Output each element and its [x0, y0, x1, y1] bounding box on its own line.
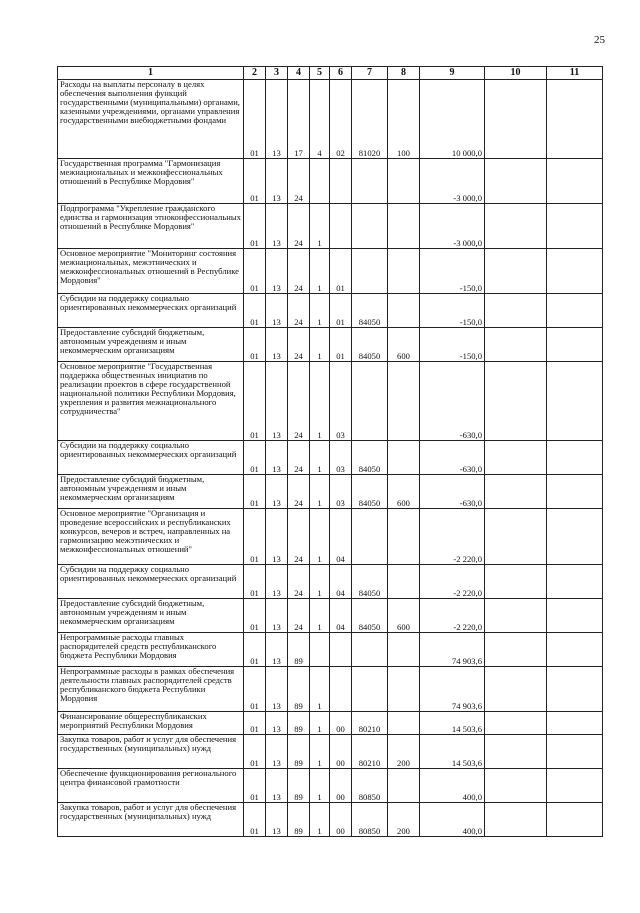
expense-type-cell: 600 — [388, 599, 420, 633]
expense-type-cell — [388, 667, 420, 712]
page-number: 25 — [594, 34, 605, 46]
col11-cell — [547, 204, 603, 249]
col11-cell — [547, 441, 603, 475]
subprogram-cell: 1 — [310, 565, 330, 599]
col11-cell — [547, 362, 603, 441]
col10-cell — [485, 712, 547, 735]
section-cell: 01 — [244, 633, 266, 667]
name-cell: Субсидии на поддержку социально ориентированных некоммерческих организаций — [58, 441, 244, 475]
event-cell — [330, 633, 352, 667]
subprogram-cell: 1 — [310, 249, 330, 294]
program-cell: 24 — [288, 599, 310, 633]
amount-cell: -150,0 — [420, 294, 485, 328]
subprogram-cell: 1 — [310, 803, 330, 837]
name-cell: Основное мероприятие "Организация и проведение всероссийских и республиканских конкурсов, вечеров и встреч, направленных на гармонизацию межэтнических и межконфессиональных отношений" — [58, 509, 244, 565]
name-cell: Непрограммные расходы главных распорядителей средств республиканского бюджета Республики Мордовия — [58, 633, 244, 667]
col10-cell — [485, 475, 547, 509]
section-cell: 01 — [244, 80, 266, 159]
subprogram-cell: 1 — [310, 599, 330, 633]
table-row — [58, 441, 603, 475]
event-cell — [330, 667, 352, 712]
table-row — [58, 328, 603, 362]
col11-cell — [547, 633, 603, 667]
direction-cell: 80210 — [352, 712, 388, 735]
name-cell: Субсидии на поддержку социально ориентированных некоммерческих организаций — [58, 565, 244, 599]
col11-cell — [547, 667, 603, 712]
section-cell: 01 — [244, 362, 266, 441]
name-cell: Непрограммные расходы в рамках обеспечения деятельности главных распорядителей средств республиканского бюджета Республики Мордовия — [58, 667, 244, 712]
column-header-1: 1 — [58, 67, 244, 80]
col11-cell — [547, 249, 603, 294]
column-header-3: 3 — [266, 67, 288, 80]
name-cell: Предоставление субсидий бюджетным, автономным учреждениям и иным некоммерческим организациям — [58, 328, 244, 362]
amount-cell: -630,0 — [420, 362, 485, 441]
column-header-10: 10 — [485, 67, 547, 80]
amount-cell: 10 000,0 — [420, 80, 485, 159]
direction-cell: 84050 — [352, 328, 388, 362]
expense-type-cell — [388, 249, 420, 294]
col11-cell — [547, 294, 603, 328]
expense-type-cell — [388, 712, 420, 735]
name-cell: Закупка товаров, работ и услуг для обеспечения государственных (муниципальных) нужд — [58, 735, 244, 769]
section-cell: 01 — [244, 441, 266, 475]
table-row — [58, 294, 603, 328]
column-header-5: 5 — [310, 67, 330, 80]
table-row — [58, 159, 603, 204]
col11-cell — [547, 159, 603, 204]
col10-cell — [485, 441, 547, 475]
subsection-cell: 13 — [266, 769, 288, 803]
direction-cell — [352, 633, 388, 667]
section-cell: 01 — [244, 599, 266, 633]
event-cell: 00 — [330, 769, 352, 803]
column-header-9: 9 — [420, 67, 485, 80]
direction-cell: 80850 — [352, 803, 388, 837]
subprogram-cell: 1 — [310, 509, 330, 565]
expense-type-cell — [388, 769, 420, 803]
subprogram-cell: 1 — [310, 294, 330, 328]
expense-type-cell: 600 — [388, 475, 420, 509]
amount-cell: 14 503,6 — [420, 712, 485, 735]
column-header-6: 6 — [330, 67, 352, 80]
col10-cell — [485, 633, 547, 667]
amount-cell: -630,0 — [420, 475, 485, 509]
section-cell: 01 — [244, 294, 266, 328]
col10-cell — [485, 769, 547, 803]
table-row — [58, 712, 603, 735]
table-row — [58, 475, 603, 509]
section-cell: 01 — [244, 328, 266, 362]
amount-cell: -3 000,0 — [420, 159, 485, 204]
subsection-cell: 13 — [266, 667, 288, 712]
section-cell: 01 — [244, 475, 266, 509]
event-cell: 04 — [330, 599, 352, 633]
expense-type-cell: 200 — [388, 803, 420, 837]
subsection-cell: 13 — [266, 328, 288, 362]
amount-cell: -2 220,0 — [420, 565, 485, 599]
subsection-cell: 13 — [266, 735, 288, 769]
subsection-cell: 13 — [266, 803, 288, 837]
amount-cell: 400,0 — [420, 769, 485, 803]
subprogram-cell: 1 — [310, 475, 330, 509]
name-cell: Предоставление субсидий бюджетным, автономным учреждениям и иным некоммерческим организациям — [58, 599, 244, 633]
event-cell: 03 — [330, 362, 352, 441]
subprogram-cell: 1 — [310, 712, 330, 735]
event-cell: 00 — [330, 712, 352, 735]
program-cell: 89 — [288, 667, 310, 712]
expense-type-cell — [388, 204, 420, 249]
subsection-cell: 13 — [266, 599, 288, 633]
amount-cell: 74 903,6 — [420, 633, 485, 667]
section-cell: 01 — [244, 712, 266, 735]
col10-cell — [485, 803, 547, 837]
program-cell: 24 — [288, 159, 310, 204]
direction-cell — [352, 362, 388, 441]
table-row — [58, 204, 603, 249]
program-cell: 17 — [288, 80, 310, 159]
table-row — [58, 735, 603, 769]
name-cell: Предоставление субсидий бюджетным, автономным учреждениям и иным некоммерческим организациям — [58, 475, 244, 509]
direction-cell: 84050 — [352, 475, 388, 509]
direction-cell: 84050 — [352, 441, 388, 475]
col11-cell — [547, 712, 603, 735]
program-cell: 24 — [288, 509, 310, 565]
table-row — [58, 769, 603, 803]
column-header-11: 11 — [547, 67, 603, 80]
col10-cell — [485, 599, 547, 633]
col11-cell — [547, 735, 603, 769]
program-cell: 89 — [288, 735, 310, 769]
col11-cell — [547, 80, 603, 159]
col10-cell — [485, 294, 547, 328]
subprogram-cell: 1 — [310, 204, 330, 249]
name-cell: Финансирование общереспубликанских мероприятий Республики Мордовия — [58, 712, 244, 735]
expense-type-cell: 200 — [388, 735, 420, 769]
program-cell: 89 — [288, 803, 310, 837]
col11-cell — [547, 599, 603, 633]
direction-cell — [352, 159, 388, 204]
direction-cell: 84050 — [352, 565, 388, 599]
expense-type-cell — [388, 362, 420, 441]
section-cell: 01 — [244, 249, 266, 294]
name-cell: Подпрограмма "Укрепление гражданского единства и гармонизация этноконфессиональных отношений в Республике Мордовия" — [58, 204, 244, 249]
amount-cell: -3 000,0 — [420, 204, 485, 249]
subprogram-cell: 1 — [310, 362, 330, 441]
event-cell: 00 — [330, 735, 352, 769]
subprogram-cell: 1 — [310, 667, 330, 712]
table-row — [58, 599, 603, 633]
col10-cell — [485, 667, 547, 712]
program-cell: 24 — [288, 249, 310, 294]
expense-type-cell — [388, 159, 420, 204]
name-cell: Обеспечение функционирования регионального центра финансовой грамотности — [58, 769, 244, 803]
event-cell: 01 — [330, 294, 352, 328]
subsection-cell: 13 — [266, 204, 288, 249]
program-cell: 24 — [288, 362, 310, 441]
event-cell: 02 — [330, 80, 352, 159]
amount-cell: -2 220,0 — [420, 509, 485, 565]
table-header — [58, 67, 603, 80]
event-cell: 04 — [330, 509, 352, 565]
subprogram-cell: 4 — [310, 80, 330, 159]
subsection-cell: 13 — [266, 565, 288, 599]
subprogram-cell — [310, 159, 330, 204]
event-cell — [330, 204, 352, 249]
name-cell: Расходы на выплаты персоналу в целях обеспечения выполнения функций государственными (муниципальными) органами, казенными учреждениями, органами управления государственными внебюджетными фондами — [58, 80, 244, 159]
subsection-cell: 13 — [266, 362, 288, 441]
subsection-cell: 13 — [266, 509, 288, 565]
name-cell: Основное мероприятие "Государственная поддержка общественных инициатив по реализации проектов в сфере государственной национальной политики Республики Мордовия, укрепления и развития межнационального сотрудничества" — [58, 362, 244, 441]
event-cell: 01 — [330, 249, 352, 294]
subsection-cell: 13 — [266, 633, 288, 667]
subsection-cell: 13 — [266, 294, 288, 328]
name-cell: Основное мероприятие "Мониторинг состояния межнациональных, межэтнических и межконфессиональных отношений в Республике Мордовия" — [58, 249, 244, 294]
section-cell: 01 — [244, 565, 266, 599]
section-cell: 01 — [244, 159, 266, 204]
event-cell: 04 — [330, 565, 352, 599]
subsection-cell: 13 — [266, 159, 288, 204]
subsection-cell: 13 — [266, 80, 288, 159]
expense-type-cell — [388, 565, 420, 599]
table-body — [58, 80, 603, 837]
program-cell: 89 — [288, 633, 310, 667]
subprogram-cell: 1 — [310, 769, 330, 803]
direction-cell — [352, 204, 388, 249]
col10-cell — [485, 80, 547, 159]
table-row — [58, 633, 603, 667]
program-cell: 24 — [288, 294, 310, 328]
col10-cell — [485, 249, 547, 294]
section-cell: 01 — [244, 735, 266, 769]
col11-cell — [547, 328, 603, 362]
subprogram-cell — [310, 633, 330, 667]
section-cell: 01 — [244, 803, 266, 837]
section-cell: 01 — [244, 769, 266, 803]
col10-cell — [485, 509, 547, 565]
program-cell: 24 — [288, 475, 310, 509]
amount-cell: 74 903,6 — [420, 667, 485, 712]
program-cell: 24 — [288, 441, 310, 475]
col10-cell — [485, 565, 547, 599]
expense-type-cell — [388, 509, 420, 565]
subsection-cell: 13 — [266, 441, 288, 475]
expense-type-cell — [388, 294, 420, 328]
amount-cell: -150,0 — [420, 249, 485, 294]
amount-cell: 400,0 — [420, 803, 485, 837]
program-cell: 89 — [288, 712, 310, 735]
event-cell: 03 — [330, 441, 352, 475]
program-cell: 24 — [288, 204, 310, 249]
column-header-4: 4 — [288, 67, 310, 80]
col11-cell — [547, 509, 603, 565]
subsection-cell: 13 — [266, 249, 288, 294]
name-cell: Субсидии на поддержку социально ориентированных некоммерческих организаций — [58, 294, 244, 328]
direction-cell: 80850 — [352, 769, 388, 803]
amount-cell: -2 220,0 — [420, 599, 485, 633]
col11-cell — [547, 475, 603, 509]
amount-cell: 14 503,6 — [420, 735, 485, 769]
expense-type-cell — [388, 633, 420, 667]
subsection-cell: 13 — [266, 475, 288, 509]
section-cell: 01 — [244, 204, 266, 249]
direction-cell: 84050 — [352, 294, 388, 328]
column-header-8: 8 — [388, 67, 420, 80]
table-row — [58, 667, 603, 712]
direction-cell — [352, 667, 388, 712]
direction-cell: 80210 — [352, 735, 388, 769]
event-cell — [330, 159, 352, 204]
table-row — [58, 80, 603, 159]
table-row — [58, 803, 603, 837]
table-row — [58, 249, 603, 294]
section-cell: 01 — [244, 509, 266, 565]
col10-cell — [485, 362, 547, 441]
name-cell: Государственная программа "Гармонизация межнациональных и межконфессиональных отношений в Республике Мордовия" — [58, 159, 244, 204]
event-cell: 00 — [330, 803, 352, 837]
subprogram-cell: 1 — [310, 735, 330, 769]
event-cell: 01 — [330, 328, 352, 362]
event-cell: 03 — [330, 475, 352, 509]
col11-cell — [547, 769, 603, 803]
col10-cell — [485, 735, 547, 769]
direction-cell — [352, 509, 388, 565]
direction-cell: 84050 — [352, 599, 388, 633]
subprogram-cell: 1 — [310, 328, 330, 362]
col10-cell — [485, 159, 547, 204]
column-header-7: 7 — [352, 67, 388, 80]
name-cell: Закупка товаров, работ и услуг для обеспечения государственных (муниципальных) нужд — [58, 803, 244, 837]
program-cell: 89 — [288, 769, 310, 803]
amount-cell: -150,0 — [420, 328, 485, 362]
table-row — [58, 362, 603, 441]
expense-type-cell — [388, 441, 420, 475]
direction-cell: 81020 — [352, 80, 388, 159]
col11-cell — [547, 565, 603, 599]
header-row — [58, 67, 603, 80]
expense-type-cell: 100 — [388, 80, 420, 159]
table-row — [58, 509, 603, 565]
column-header-2: 2 — [244, 67, 266, 80]
direction-cell — [352, 249, 388, 294]
col11-cell — [547, 803, 603, 837]
subsection-cell: 13 — [266, 712, 288, 735]
section-cell: 01 — [244, 667, 266, 712]
expense-type-cell: 600 — [388, 328, 420, 362]
table-row — [58, 565, 603, 599]
program-cell: 24 — [288, 565, 310, 599]
program-cell: 24 — [288, 328, 310, 362]
col10-cell — [485, 204, 547, 249]
budget-table — [57, 66, 603, 837]
subprogram-cell: 1 — [310, 441, 330, 475]
amount-cell: -630,0 — [420, 441, 485, 475]
col10-cell — [485, 328, 547, 362]
